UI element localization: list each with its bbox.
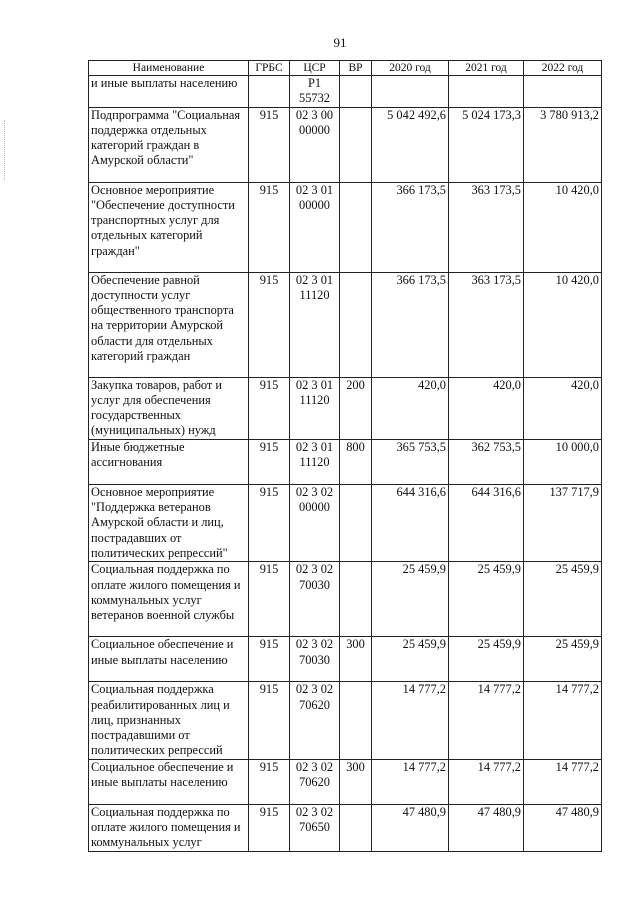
cell-csr: P1 55732	[290, 76, 340, 108]
cell-vr: 800	[340, 439, 372, 484]
cell-name: Социальное обеспечение и иные выплаты населению	[89, 759, 249, 804]
cell-grbs: 915	[249, 562, 290, 637]
cell-csr: 02 3 01 11120	[290, 272, 340, 377]
cell-vr	[340, 484, 372, 561]
header-name: Наименование	[89, 61, 249, 76]
cell-2022: 14 777,2	[524, 759, 602, 804]
header-csr: ЦСР	[290, 61, 340, 76]
cell-grbs: 915	[249, 759, 290, 804]
cell-grbs: 915	[249, 682, 290, 759]
table-row	[89, 804, 602, 851]
cell-2021: 363 173,5	[449, 272, 524, 377]
cell-2021: 644 316,6	[449, 484, 524, 561]
cell-csr: 02 3 00 00000	[290, 107, 340, 182]
cell-2021: 5 024 173,3	[449, 107, 524, 182]
table-row	[89, 562, 602, 637]
cell-grbs: 915	[249, 107, 290, 182]
cell-csr: 02 3 02 70030	[290, 637, 340, 682]
table-body	[89, 76, 602, 852]
cell-2022: 10 420,0	[524, 182, 602, 272]
cell-2020	[372, 76, 449, 108]
cell-name: Основное мероприятие "Поддержка ветеранов Амурской области и лиц, пострадавших от политических репрессий"	[89, 484, 249, 561]
cell-2021: 420,0	[449, 377, 524, 439]
cell-grbs: 915	[249, 484, 290, 561]
cell-name: Социальная поддержка реабилитированных лиц и лиц, признанных пострадавшими от политических репрессий	[89, 682, 249, 759]
table-row	[89, 759, 602, 804]
cell-csr: 02 3 02 70620	[290, 682, 340, 759]
cell-2020: 25 459,9	[372, 637, 449, 682]
cell-vr: 300	[340, 637, 372, 682]
cell-grbs: 915	[249, 439, 290, 484]
cell-2022: 10 420,0	[524, 272, 602, 377]
cell-grbs	[249, 76, 290, 108]
header-2021: 2021 год	[449, 61, 524, 76]
cell-2022: 25 459,9	[524, 637, 602, 682]
cell-2021: 25 459,9	[449, 562, 524, 637]
header-2022: 2022 год	[524, 61, 602, 76]
cell-vr	[340, 682, 372, 759]
header-vr: ВР	[340, 61, 372, 76]
cell-vr	[340, 804, 372, 851]
cell-csr: 02 3 01 11120	[290, 439, 340, 484]
cell-grbs: 915	[249, 377, 290, 439]
cell-2021: 363 173,5	[449, 182, 524, 272]
table-row	[89, 637, 602, 682]
scan-margin-marks	[4, 120, 8, 180]
cell-grbs: 915	[249, 637, 290, 682]
cell-name: Социальная поддержка по оплате жилого помещения и коммунальных услуг	[89, 804, 249, 851]
cell-grbs: 915	[249, 182, 290, 272]
cell-2020: 47 480,9	[372, 804, 449, 851]
header-grbs: ГРБС	[249, 61, 290, 76]
cell-vr: 200	[340, 377, 372, 439]
table-row	[89, 272, 602, 377]
cell-2021	[449, 76, 524, 108]
cell-name: Социальная поддержка по оплате жилого помещения и коммунальных услуг ветеранов военной службы	[89, 562, 249, 637]
cell-name: Обеспечение равной доступности услуг общественного транспорта на территории Амурской области для отдельных категорий граждан	[89, 272, 249, 377]
cell-grbs: 915	[249, 804, 290, 851]
cell-name: Подпрограмма "Социальная поддержка отдельных категорий граждан в Амурской области"	[89, 107, 249, 182]
table-row	[89, 484, 602, 561]
cell-2022: 47 480,9	[524, 804, 602, 851]
cell-csr: 02 3 02 70650	[290, 804, 340, 851]
cell-name: Закупка товаров, работ и услуг для обеспечения государственных (муниципальных) нужд	[89, 377, 249, 439]
table-row	[89, 182, 602, 272]
cell-name: Иные бюджетные ассигнования	[89, 439, 249, 484]
table-row	[89, 76, 602, 108]
cell-name: и иные выплаты населению	[89, 76, 249, 108]
cell-2022: 10 000,0	[524, 439, 602, 484]
cell-2021: 25 459,9	[449, 637, 524, 682]
cell-vr	[340, 107, 372, 182]
cell-2020: 365 753,5	[372, 439, 449, 484]
cell-2020: 420,0	[372, 377, 449, 439]
budget-table	[88, 60, 602, 852]
cell-vr	[340, 76, 372, 108]
table-row	[89, 682, 602, 759]
cell-2020: 5 042 492,6	[372, 107, 449, 182]
table-row	[89, 439, 602, 484]
cell-2021: 14 777,2	[449, 682, 524, 759]
table-row	[89, 107, 602, 182]
cell-2020: 25 459,9	[372, 562, 449, 637]
page-number: 91	[333, 35, 347, 50]
cell-2022	[524, 76, 602, 108]
cell-csr: 02 3 02 00000	[290, 484, 340, 561]
table-header-row	[89, 61, 602, 76]
header-2020: 2020 год	[372, 61, 449, 76]
cell-vr: 300	[340, 759, 372, 804]
cell-2022: 25 459,9	[524, 562, 602, 637]
cell-2022: 3 780 913,2	[524, 107, 602, 182]
cell-csr: 02 3 01 00000	[290, 182, 340, 272]
cell-2020: 366 173,5	[372, 272, 449, 377]
cell-2020: 644 316,6	[372, 484, 449, 561]
cell-vr	[340, 182, 372, 272]
cell-2021: 14 777,2	[449, 759, 524, 804]
cell-2022: 420,0	[524, 377, 602, 439]
cell-2020: 14 777,2	[372, 682, 449, 759]
cell-csr: 02 3 02 70030	[290, 562, 340, 637]
cell-2022: 137 717,9	[524, 484, 602, 561]
cell-2021: 362 753,5	[449, 439, 524, 484]
cell-2020: 14 777,2	[372, 759, 449, 804]
cell-grbs: 915	[249, 272, 290, 377]
table-row	[89, 377, 602, 439]
cell-2020: 366 173,5	[372, 182, 449, 272]
cell-vr	[340, 562, 372, 637]
cell-csr: 02 3 01 11120	[290, 377, 340, 439]
cell-2021: 47 480,9	[449, 804, 524, 851]
cell-csr: 02 3 02 70620	[290, 759, 340, 804]
cell-vr	[340, 272, 372, 377]
cell-name: Основное мероприятие "Обеспечение доступности транспортных услуг для отдельных категорий граждан"	[89, 182, 249, 272]
cell-2022: 14 777,2	[524, 682, 602, 759]
cell-name: Социальное обеспечение и иные выплаты населению	[89, 637, 249, 682]
